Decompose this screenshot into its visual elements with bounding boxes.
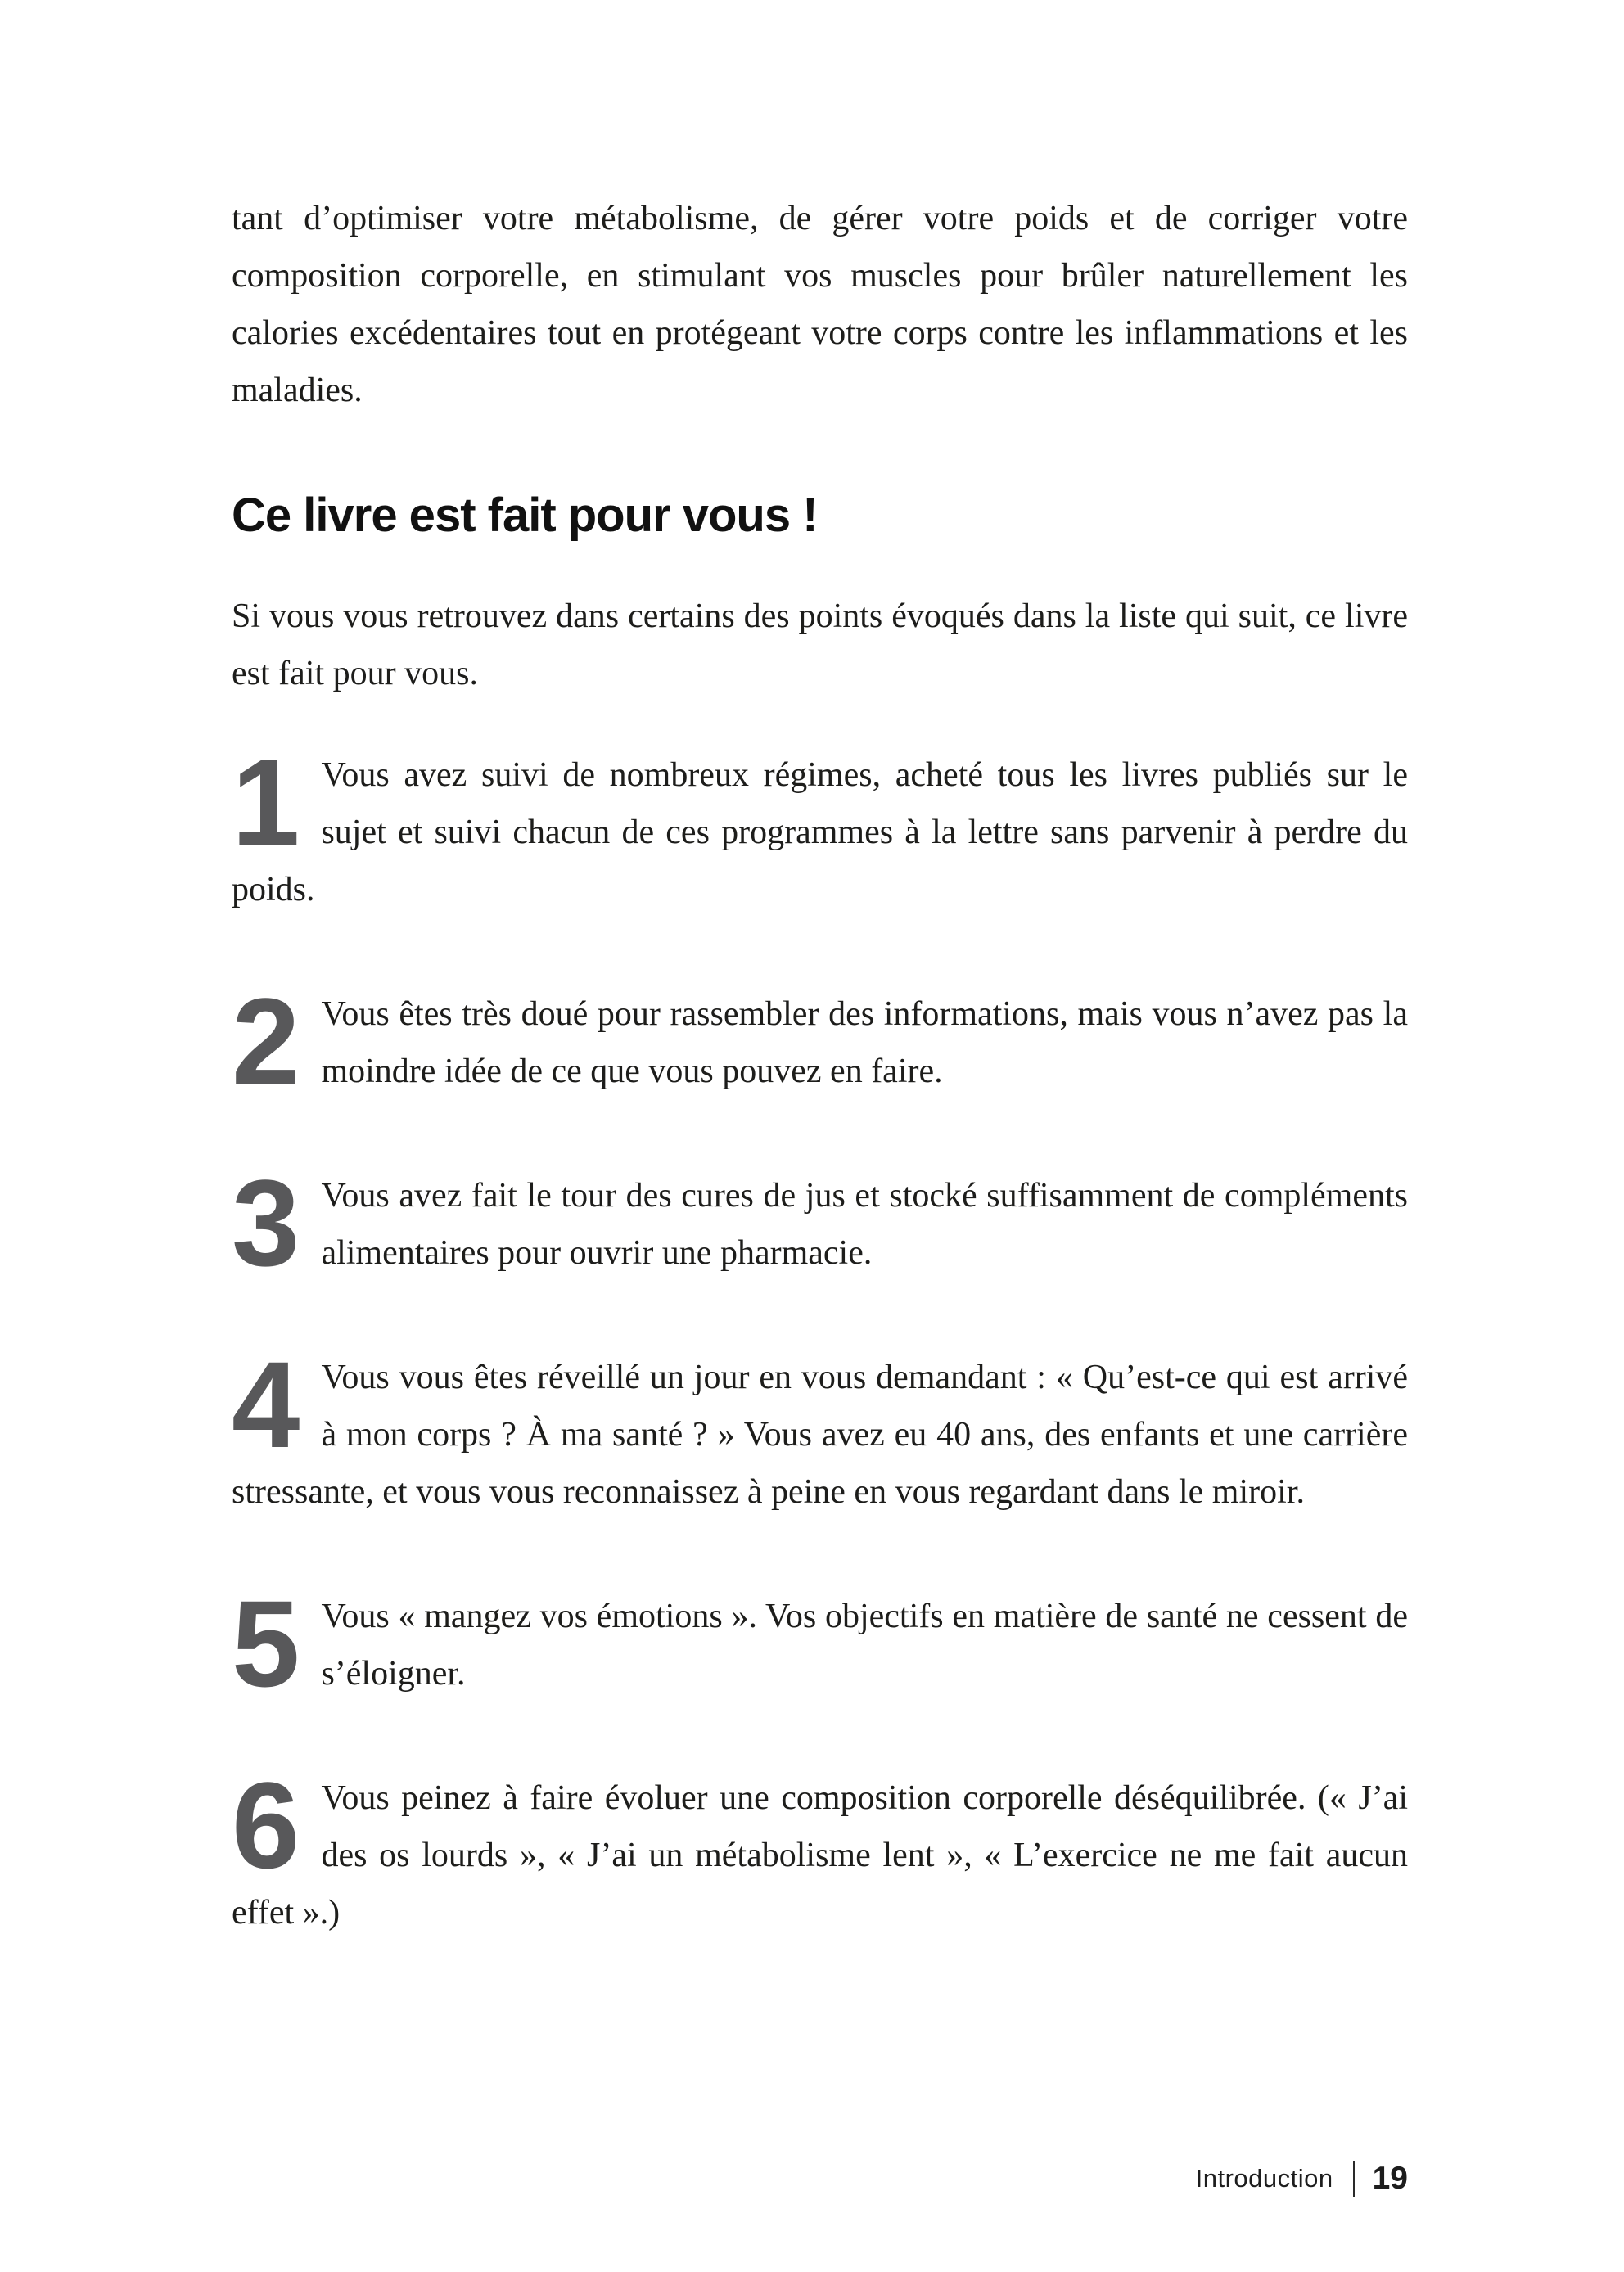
item-text: Vous avez fait le tour des cures de jus et stocké suffisamment de compléments alimentaires pour ouvrir une pharmacie. xyxy=(321,1177,1408,1272)
item-number: 5 xyxy=(232,1575,300,1712)
list-item xyxy=(232,972,1408,1110)
item-text: Vous avez suivi de nombreux régimes, acheté tous les livres publiés sur le sujet et suivi chacun de ces programmes à la lettre sans parvenir à perdre du poids. xyxy=(232,756,1408,908)
item-number: 6 xyxy=(232,1756,300,1894)
item-text: Vous « mangez vos émotions ». Vos objectifs en matière de santé ne cessent de s’éloigner. xyxy=(321,1598,1408,1693)
item-number: 4 xyxy=(232,1336,300,1473)
item-number: 2 xyxy=(232,972,300,1110)
item-number: 1 xyxy=(232,733,300,871)
opening-paragraph: tant d’optimiser votre métabolisme, de gérer votre poids et de corriger votre composition corporelle, en stimulant vos muscles pour brûler naturellement les calories excédentaires tout en protégeant votre corps contre les inflammations et les maladies. xyxy=(232,200,1408,409)
list-item xyxy=(232,1575,1408,1712)
checklist xyxy=(232,733,1408,1941)
item-number: 3 xyxy=(232,1154,300,1292)
list-item xyxy=(232,1336,1408,1521)
item-text: Vous vous êtes réveillé un jour en vous demandant : « Qu’est-ce qui est arrivé à mon corps ? À ma santé ? » Vous avez eu 40 ans, des enfants et une carrière stressante, et vous vous reconnaissez à peine en vous regardant dans le miroir. xyxy=(232,1359,1408,1511)
list-item xyxy=(232,733,1408,918)
list-item xyxy=(232,1756,1408,1941)
item-text: Vous peinez à faire évoluer une composition corporelle déséquilibrée. (« J’ai des os lourds », « J’ai un métabolisme lent », « L’exercice ne me fait aucun effet ».) xyxy=(232,1779,1408,1932)
footer-divider xyxy=(1353,2161,1355,2197)
list-item xyxy=(232,1154,1408,1292)
lead-paragraph: Si vous vous retrouvez dans certains des points évoqués dans la liste qui suit, ce livre est fait pour vous. xyxy=(232,597,1408,692)
footer-section-label: Introduction xyxy=(1195,2164,1333,2193)
section-heading: Ce livre est fait pour vous ! xyxy=(232,489,818,542)
page-footer xyxy=(1196,2161,1408,2197)
item-text: Vous êtes très doué pour rassembler des informations, mais vous n’avez pas la moindre idée de ce que vous pouvez en faire. xyxy=(321,995,1408,1090)
page-number: 19 xyxy=(1372,2161,1408,2196)
